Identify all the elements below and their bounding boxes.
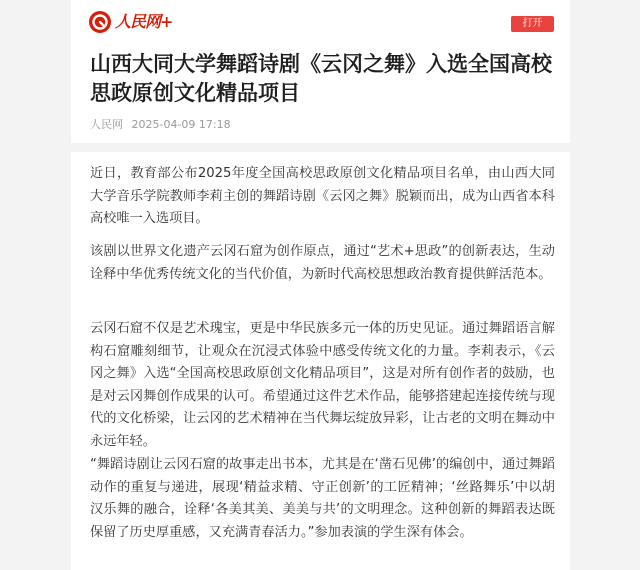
logo-icon — [89, 11, 111, 33]
article-title: 山西大同大学舞蹈诗剧《云冈之舞》入选全国高校思政原创文化精品项目 — [90, 52, 552, 105]
article-paragraph: 近日，教育部公布2025年度全国高校思政原创文化精品项目名单，由山西大同大学音乐学院教师李莉主创的舞蹈诗剧《云冈之舞》脱颖而出，成为山西省本科高校唯一入选项目。 — [90, 166, 555, 226]
article-paragraph: 该剧以世界文化遗产云冈石窟为创作原点，通过“艺术+思政”的创新表达，生动诠释中华优秀传统文化的当代价值，为新时代高校思想政治教育提供鲜活范本。 — [90, 244, 555, 282]
article-source: 人民网 — [90, 118, 123, 131]
article-datetime: 2025-04-09 17:18 — [131, 118, 231, 131]
open-app-button[interactable]: 打开 — [511, 16, 554, 32]
article-meta — [90, 118, 231, 132]
article-paragraph: 云冈石窟不仅是艺术瑰宝，更是中华民族多元一体的历史见证。通过舞蹈语言解构石窟雕刻细节，让观众在沉浸式体验中感受传统文化的力量。李莉表示，《云冈之舞》入选“全国高校思政原创文化精品项目”，这是对所有创作者的鼓励，也是对云冈舞创作成果的认可。希望通过这件艺术作品，能够搭建起连接传统与现代的文化桥梁，让云冈的艺术精神在当代舞坛绽放异彩，让古老的文明在舞动中永远年轻。 — [90, 321, 555, 449]
logo-text: 人民网+ — [115, 12, 173, 31]
top-bar — [71, 0, 570, 46]
article-paragraph: “舞蹈诗剧让云冈石窟的故事走出书本，尤其是在‘凿石见佛’的编创中，通过舞蹈动作的重复与递进，展现‘精益求精、守正创新’的工匠精神；‘丝路舞乐’中以胡汉乐舞的融合，诠释‘各美其美、美美与共’的文明理念。这种创新的舞蹈表达既保留了历史厚重感，又充满青春活力。”参加表演的学生深有体会。 — [90, 457, 555, 540]
article-header — [71, 0, 570, 143]
article-body — [71, 152, 570, 570]
